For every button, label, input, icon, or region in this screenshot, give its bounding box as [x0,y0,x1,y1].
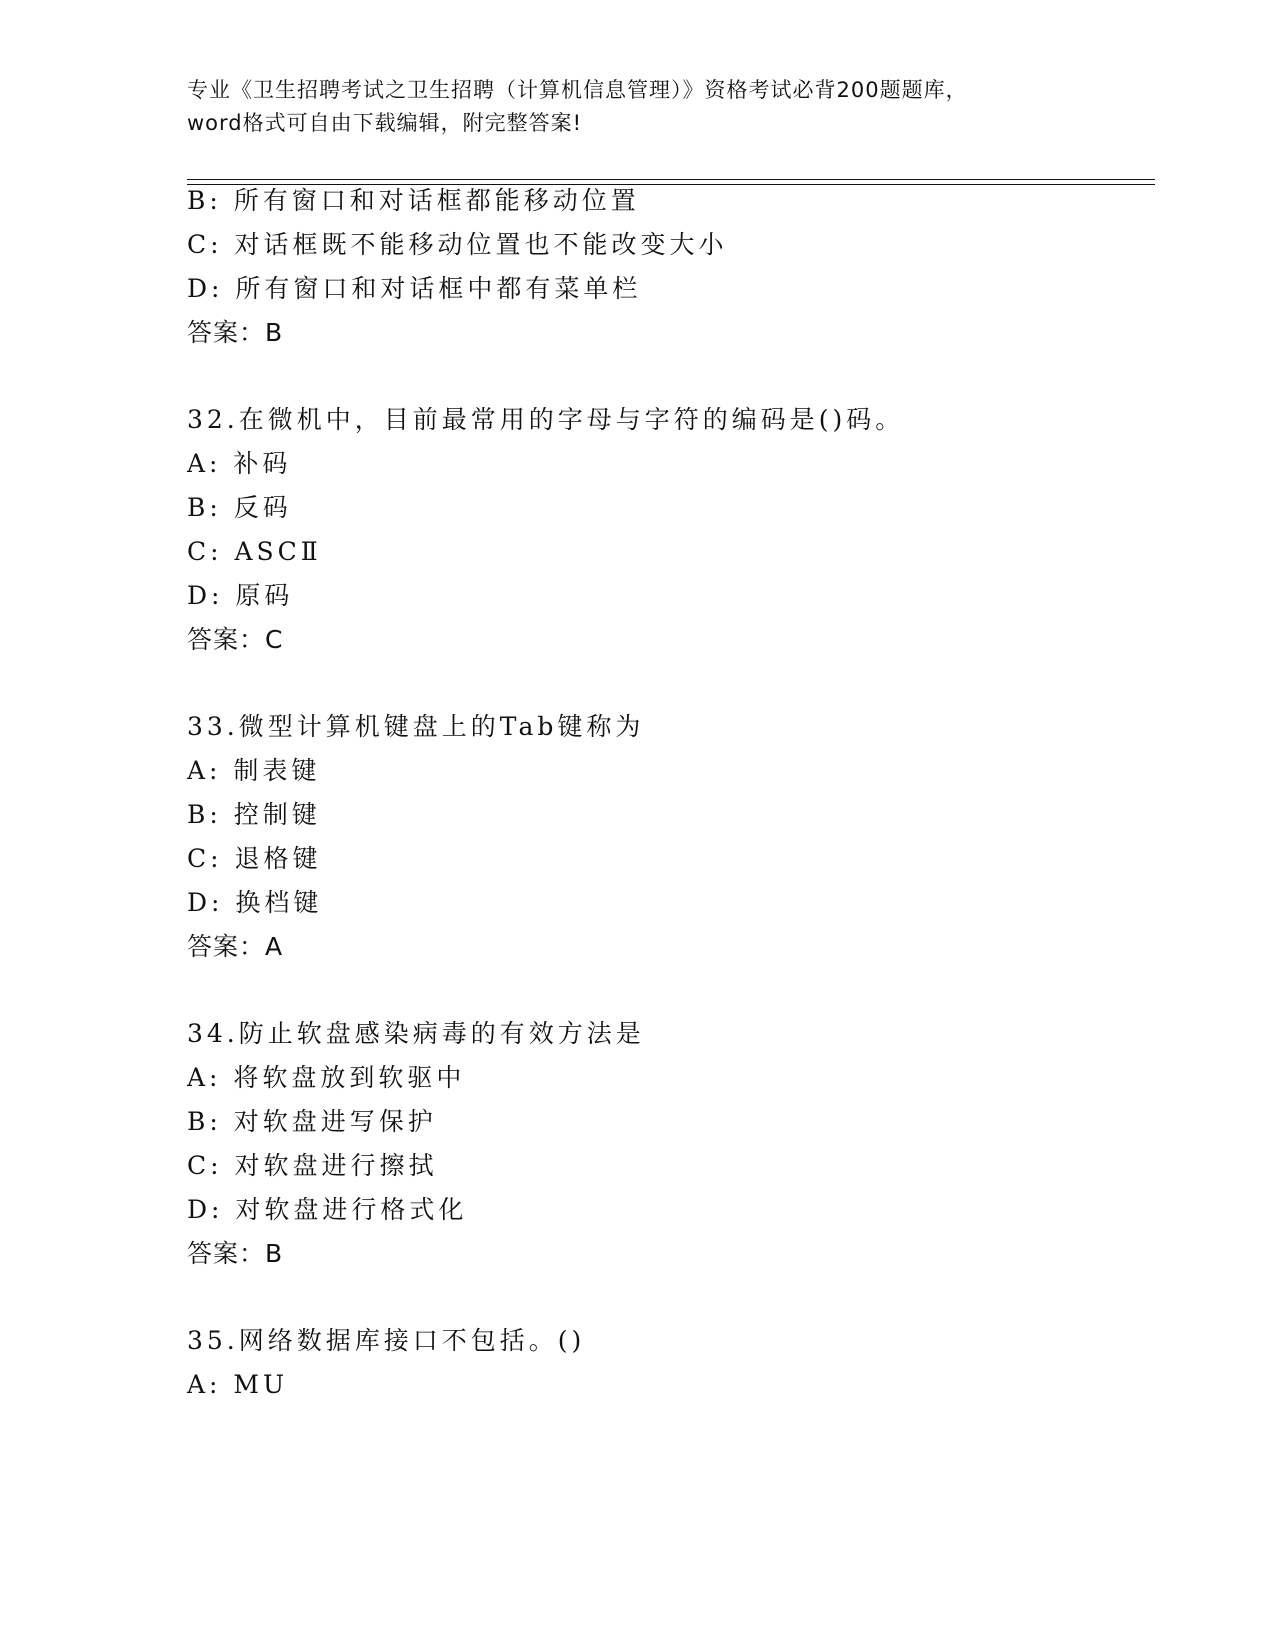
document-header [187,74,1087,140]
option-d: D: 对软盘进行格式化 [187,1195,468,1224]
option-d: D: 换档键 [187,888,323,917]
option-d: D: 所有窗口和对话框中都有菜单栏 [187,274,642,303]
header-divider-bottom [187,184,1155,185]
option-c: C: 退格键 [187,844,322,873]
option-c: C: ASCⅡ [187,537,322,566]
answer-label: 答案：B [187,1239,284,1268]
header-divider-top [187,179,1155,180]
question-stem: 35.网络数据库接口不包括。() [187,1326,586,1355]
option-b: B: 所有窗口和对话框都能移动位置 [187,186,640,215]
option-d: D: 原码 [187,581,294,610]
answer-label: 答案：A [187,932,284,961]
question-stem: 32.在微机中，目前最常用的字母与字符的编码是()码。 [187,405,905,434]
option-a: A: 将软盘放到软驱中 [187,1063,466,1092]
answer-label: 答案：C [187,625,284,654]
option-a: A: 补码 [187,449,292,478]
option-b: B: 反码 [187,493,292,522]
question-stem: 33.微型计算机键盘上的Tab键称为 [187,712,645,741]
header-line-2: word格式可自由下载编辑，附完整答案! [187,111,583,135]
option-a: A: 制表键 [187,756,321,785]
option-a: A: MU [187,1370,289,1399]
answer-label: 答案：B [187,318,284,347]
option-c: C: 对软盘进行擦拭 [187,1151,438,1180]
option-b: B: 控制键 [187,800,321,829]
question-stem: 34.防止软盘感染病毒的有效方法是 [187,1019,645,1048]
option-c: C: 对话框既不能移动位置也不能改变大小 [187,230,728,259]
option-b: B: 对软盘进写保护 [187,1107,437,1136]
header-line-1: 专业《卫生招聘考试之卫生招聘（计算机信息管理）》资格考试必背200题题库， [187,78,968,102]
